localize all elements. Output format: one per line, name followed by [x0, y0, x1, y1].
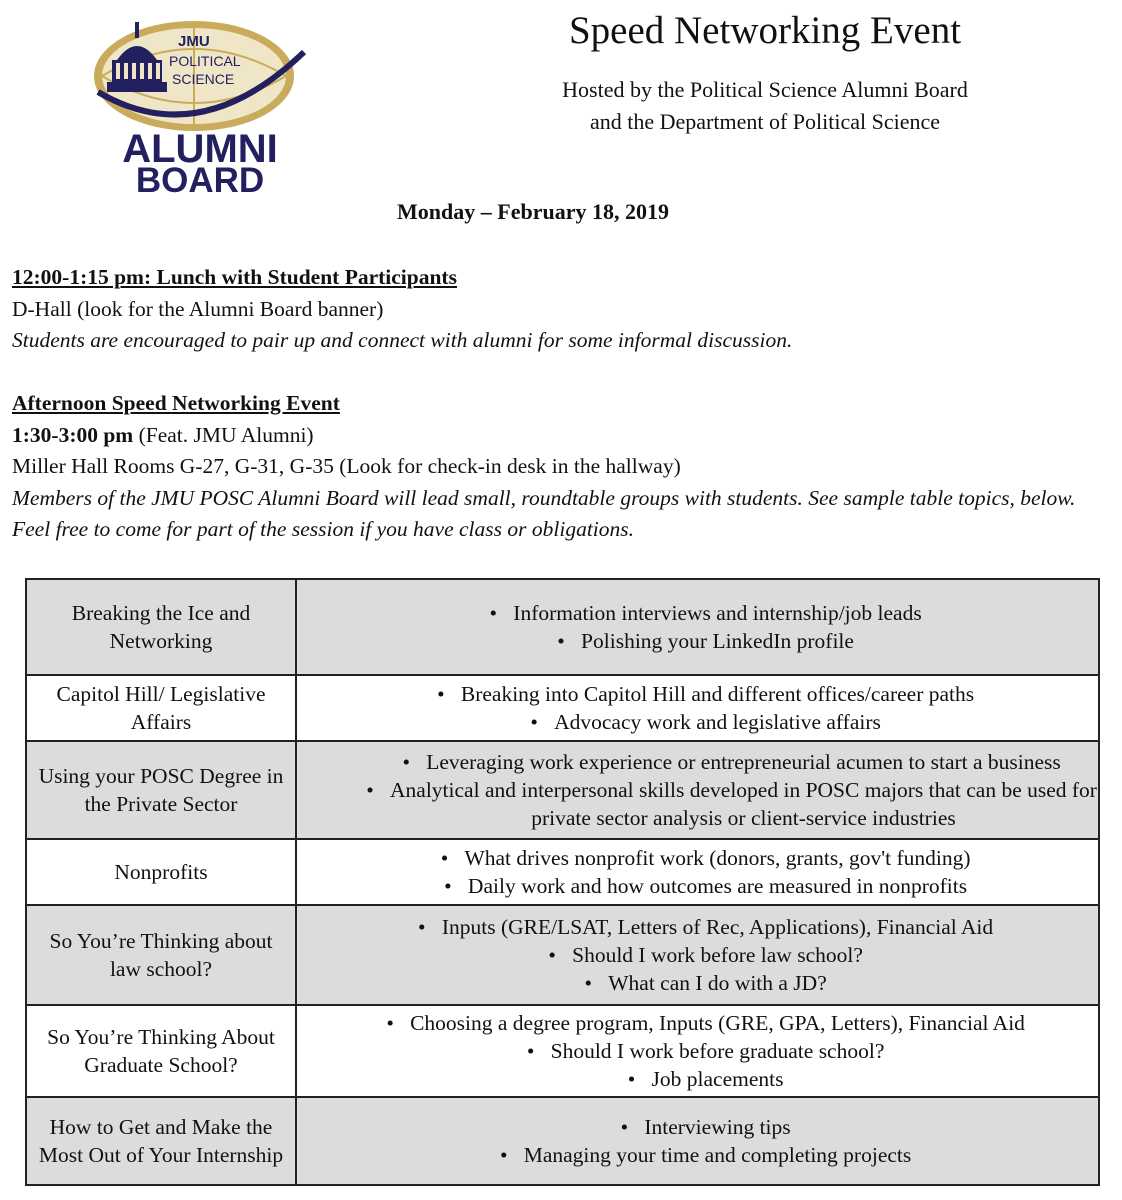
topic-items [296, 905, 1099, 1005]
svg-text:JMU: JMU [178, 33, 210, 50]
afternoon-note: Members of the JMU POSC Alumni Board will lead small, roundtable groups with students. See sample table topics, below. Feel free to come for part of the session if you have class or obligations. [12, 485, 1076, 541]
lunch-section [12, 262, 1112, 357]
topic-items [296, 1097, 1099, 1185]
afternoon-time-note: (Feat. JMU Alumni) [138, 422, 314, 447]
event-date: Monday – February 18, 2019 [397, 199, 669, 224]
list-item: • Should I work before law school? [548, 943, 863, 967]
list-item: • Managing your time and completing projects [499, 1143, 912, 1167]
list-item: • Breaking into Capitol Hill and different offices/career paths [437, 682, 975, 706]
lunch-note: Students are encouraged to pair up and connect with alumni for some informal discussion. [12, 328, 793, 352]
topic-label: Capitol Hill/ Legislative Affairs [26, 675, 296, 741]
topic-label: How to Get and Make the Most Out of Your Internship [26, 1097, 296, 1185]
topic-label: Breaking the Ice and Networking [26, 579, 296, 675]
table-row [26, 1097, 1099, 1185]
alumni-board-logo [90, 12, 310, 197]
afternoon-location: Miller Hall Rooms G-27, G-31, G-35 (Look for check-in desk in the hallway) [12, 454, 681, 478]
table-row [26, 905, 1099, 1005]
list-item: • Leveraging work experience or entrepreneurial acumen to start a business [402, 750, 1061, 774]
list-item: • Daily work and how outcomes are measured in nonprofits [444, 874, 968, 898]
topic-items [296, 839, 1099, 905]
list-item: • What drives nonprofit work (donors, grants, gov't funding) [440, 846, 971, 870]
table-row [26, 675, 1099, 741]
list-item: • Advocacy work and legislative affairs [530, 710, 881, 734]
topic-label: So You’re Thinking about law school? [26, 905, 296, 1005]
list-item: • What can I do with a JD? [584, 971, 827, 995]
topics-table [25, 578, 1100, 1186]
table-row [26, 1005, 1099, 1097]
topic-items [296, 675, 1099, 741]
afternoon-section [12, 388, 1112, 546]
list-item: • Information interviews and internship/job leads [489, 601, 922, 625]
event-title: Speed Networking Event [568, 9, 962, 52]
list-item: • Interviewing tips [620, 1115, 791, 1139]
svg-text:ALUMNI: ALUMNI [122, 127, 278, 171]
list-item: • Inputs (GRE/LSAT, Letters of Rec, Applications), Financial Aid [418, 915, 994, 939]
afternoon-time: 1:30-3:00 pm [12, 422, 134, 447]
table-row [26, 579, 1099, 675]
svg-text:POLITICAL: POLITICAL [169, 53, 241, 69]
host-block [470, 74, 1060, 138]
topic-items [296, 579, 1099, 675]
list-item: • Should I work before graduate school? [526, 1039, 885, 1063]
topic-label: Nonprofits [26, 839, 296, 905]
topic-items [296, 1005, 1099, 1097]
topic-label: Using your POSC Degree in the Private Sector [26, 741, 296, 839]
svg-text:SCIENCE: SCIENCE [172, 71, 235, 87]
afternoon-heading: Afternoon Speed Networking Event [12, 391, 340, 415]
lunch-location: D-Hall (look for the Alumni Board banner) [12, 296, 384, 321]
capitol-dome-icon [90, 12, 310, 197]
svg-text:BOARD: BOARD [135, 161, 265, 197]
list-item: • Polishing your LinkedIn profile [557, 629, 854, 653]
list-item: • Job placements [627, 1067, 784, 1091]
host-line-2: and the Department of Political Science [589, 109, 941, 134]
table-row [26, 839, 1099, 905]
topic-items [296, 741, 1099, 839]
table-row [26, 741, 1099, 839]
afternoon-time-line [12, 420, 1112, 452]
list-item: • Choosing a degree program, Inputs (GRE, GPA, Letters), Financial Aid [386, 1011, 1025, 1035]
host-line-1: Hosted by the Political Science Alumni Board [562, 77, 968, 102]
topic-label: So You’re Thinking About Graduate School? [26, 1005, 296, 1097]
list-item: • Analytical and interpersonal skills developed in POSC majors that can be used for private sector analysis or client-service industries [366, 778, 1097, 830]
lunch-heading: 12:00-1:15 pm: Lunch with Student Participants [12, 265, 457, 289]
